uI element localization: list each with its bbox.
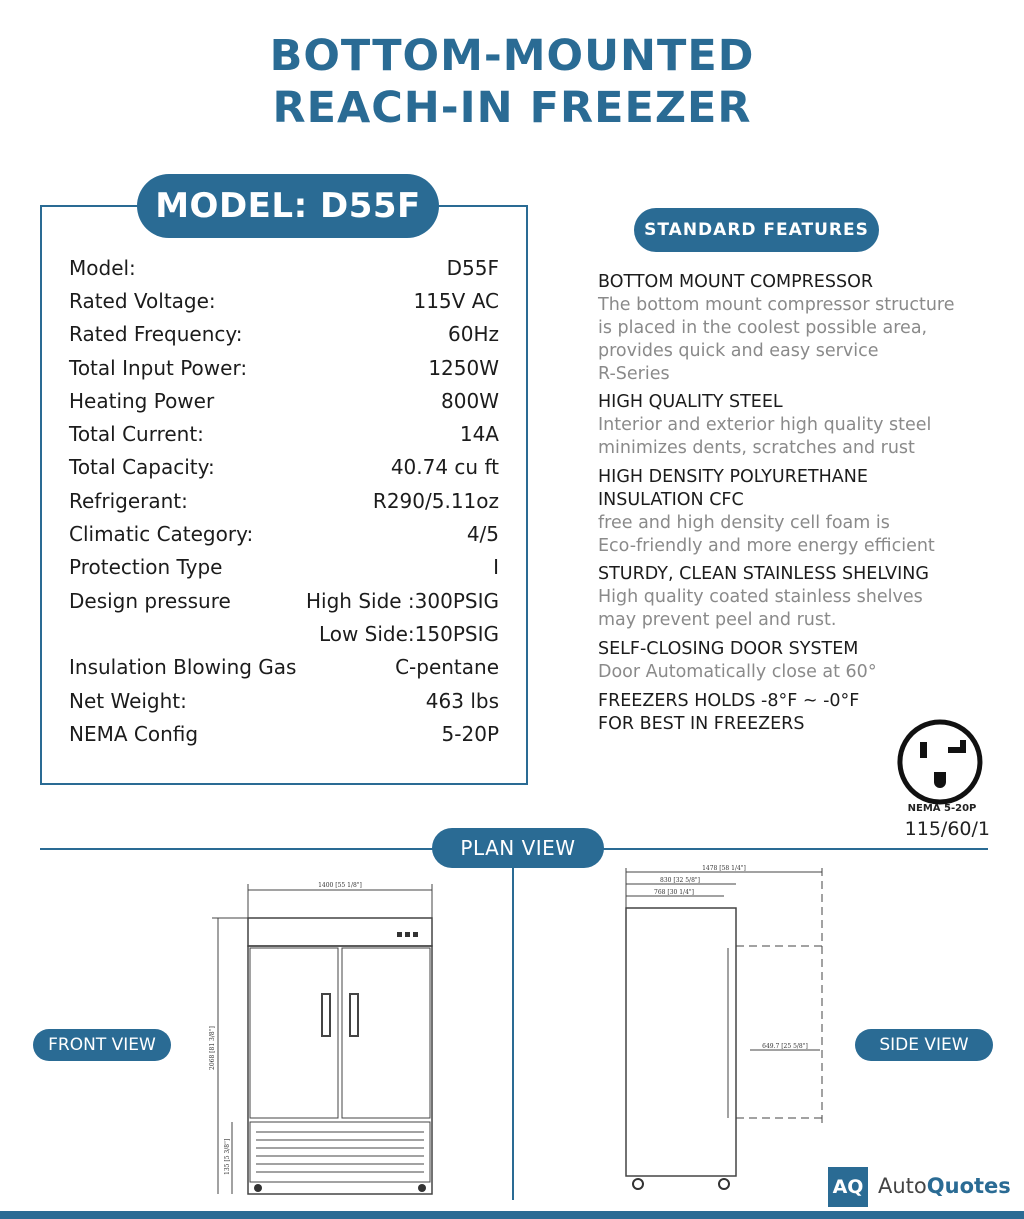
feature-heading: FOR BEST IN FREEZERS (598, 714, 805, 734)
spec-row (69, 651, 499, 683)
feature-heading: SELF-CLOSING DOOR SYSTEM (598, 639, 859, 659)
side-view-drawing (610, 858, 850, 1198)
spec-row (69, 685, 499, 717)
side-door-dim: 649.7 [25 5/8"] (762, 1043, 808, 1050)
nema-5-20p-plug-icon (880, 718, 1000, 806)
feature-item (598, 466, 998, 558)
side-view-badge: SIDE VIEW (855, 1029, 993, 1061)
spec-label: Refrigerant: (69, 489, 188, 513)
side-depth-dim: 830 [32 5/8"] (660, 877, 700, 884)
nema-label: NEMA 5-20P (907, 803, 977, 814)
spec-value: D55F (446, 256, 499, 280)
feature-description: The bottom mount compressor structure (598, 295, 955, 315)
spec-label: Rated Voltage: (69, 289, 216, 313)
spec-value: 60Hz (448, 322, 499, 346)
spec-value: 1250W (428, 356, 499, 380)
spec-row (69, 352, 499, 384)
bottom-bar (0, 1211, 1024, 1219)
plan-view-badge: PLAN VIEW (432, 828, 604, 868)
spec-value: C-pentane (395, 655, 499, 679)
spec-label: Insulation Blowing Gas (69, 655, 297, 679)
spec-value: 5-20P (441, 722, 499, 746)
feature-heading: STURDY, CLEAN STAINLESS SHELVING (598, 564, 929, 584)
feature-description: R-Series (598, 364, 670, 384)
spec-row (69, 585, 499, 617)
feature-description: Interior and exterior high quality steel (598, 415, 932, 435)
spec-label: Total Input Power: (69, 356, 248, 380)
spec-value: R290/5.11oz (372, 489, 499, 513)
plan-divider-vertical (512, 850, 514, 1200)
feature-description: Eco-friendly and more energy efficient (598, 536, 935, 556)
title-line-2: REACH-IN FREEZER (272, 83, 752, 133)
model-badge: MODEL: D55F (137, 174, 439, 238)
logo-auto: Auto (878, 1174, 927, 1198)
standard-features-badge: STANDARD FEATURES (634, 208, 879, 252)
spec-label: Model: (69, 256, 136, 280)
autoquotes-logo-mark: AQ (828, 1167, 868, 1207)
spec-row (69, 718, 499, 750)
spec-label: Total Capacity: (69, 455, 215, 479)
feature-heading: HIGH DENSITY POLYURETHANE (598, 467, 868, 487)
side-overall-dim: 1478 [58 1/4"] (702, 865, 746, 872)
feature-heading: BOTTOM MOUNT COMPRESSOR (598, 272, 874, 292)
feature-item (598, 271, 998, 386)
spec-row (69, 451, 499, 483)
spec-value: 463 lbs (425, 689, 499, 713)
feature-description: High quality coated stainless shelves (598, 587, 923, 607)
feature-description: minimizes dents, scratches and rust (598, 438, 915, 458)
front-base-dim: 135 [5 3/8"] (224, 1138, 231, 1175)
spec-row (69, 385, 499, 417)
spec-row (69, 285, 499, 317)
spec-label: Total Current: (69, 422, 204, 446)
spec-label: Design pressure (69, 589, 231, 613)
spec-value: 115V AC (413, 289, 499, 313)
spec-row (69, 518, 499, 550)
spec-row (69, 318, 499, 350)
spec-value: 4/5 (466, 522, 499, 546)
spec-row (69, 551, 499, 583)
spec-value: 14A (459, 422, 499, 446)
page-title (0, 30, 1024, 134)
spec-value: I (493, 555, 499, 579)
feature-description: Door Automatically close at 60° (598, 662, 877, 682)
title-line-1: BOTTOM-MOUNTED (269, 31, 755, 81)
feature-description: is placed in the coolest possible area, (598, 318, 928, 338)
spec-row (69, 418, 499, 450)
feature-heading: HIGH QUALITY STEEL (598, 392, 783, 412)
spec-value: 800W (441, 389, 499, 413)
feature-item (598, 563, 998, 632)
spec-value: 40.74 cu ft (390, 455, 499, 479)
side-inner-dim: 768 [30 1/4"] (654, 889, 694, 896)
spec-row (69, 485, 499, 517)
front-view-badge: FRONT VIEW (33, 1029, 171, 1061)
spec-label: Rated Frequency: (69, 322, 243, 346)
front-height-dim: 2068 [81 3/8"] (209, 1026, 216, 1070)
spec-row (69, 618, 499, 650)
feature-item (598, 391, 998, 460)
nema-electrical-spec: 115/60/1 (904, 818, 990, 840)
spec-label: Climatic Category: (69, 522, 254, 546)
spec-row (69, 252, 499, 284)
spec-label: Net Weight: (69, 689, 187, 713)
autoquotes-logo-text (878, 1174, 1011, 1198)
front-view-drawing (200, 870, 450, 1200)
logo-quotes: Quotes (926, 1174, 1011, 1198)
spec-value: High Side :300PSIG (306, 589, 499, 613)
spec-label: NEMA Config (69, 722, 199, 746)
feature-heading: FREEZERS HOLDS -8°F ~ -0°F (598, 691, 860, 711)
feature-description: may prevent peel and rust. (598, 610, 837, 630)
front-width-dim: 1400 [55 1/8"] (318, 882, 362, 889)
spec-label: Heating Power (69, 389, 215, 413)
feature-description: free and high density cell foam is (598, 513, 890, 533)
spec-value: Low Side:150PSIG (318, 622, 499, 646)
spec-label: Protection Type (69, 555, 223, 579)
feature-description: provides quick and easy service (598, 341, 879, 361)
feature-heading: INSULATION CFC (598, 490, 744, 510)
feature-item (598, 638, 998, 684)
